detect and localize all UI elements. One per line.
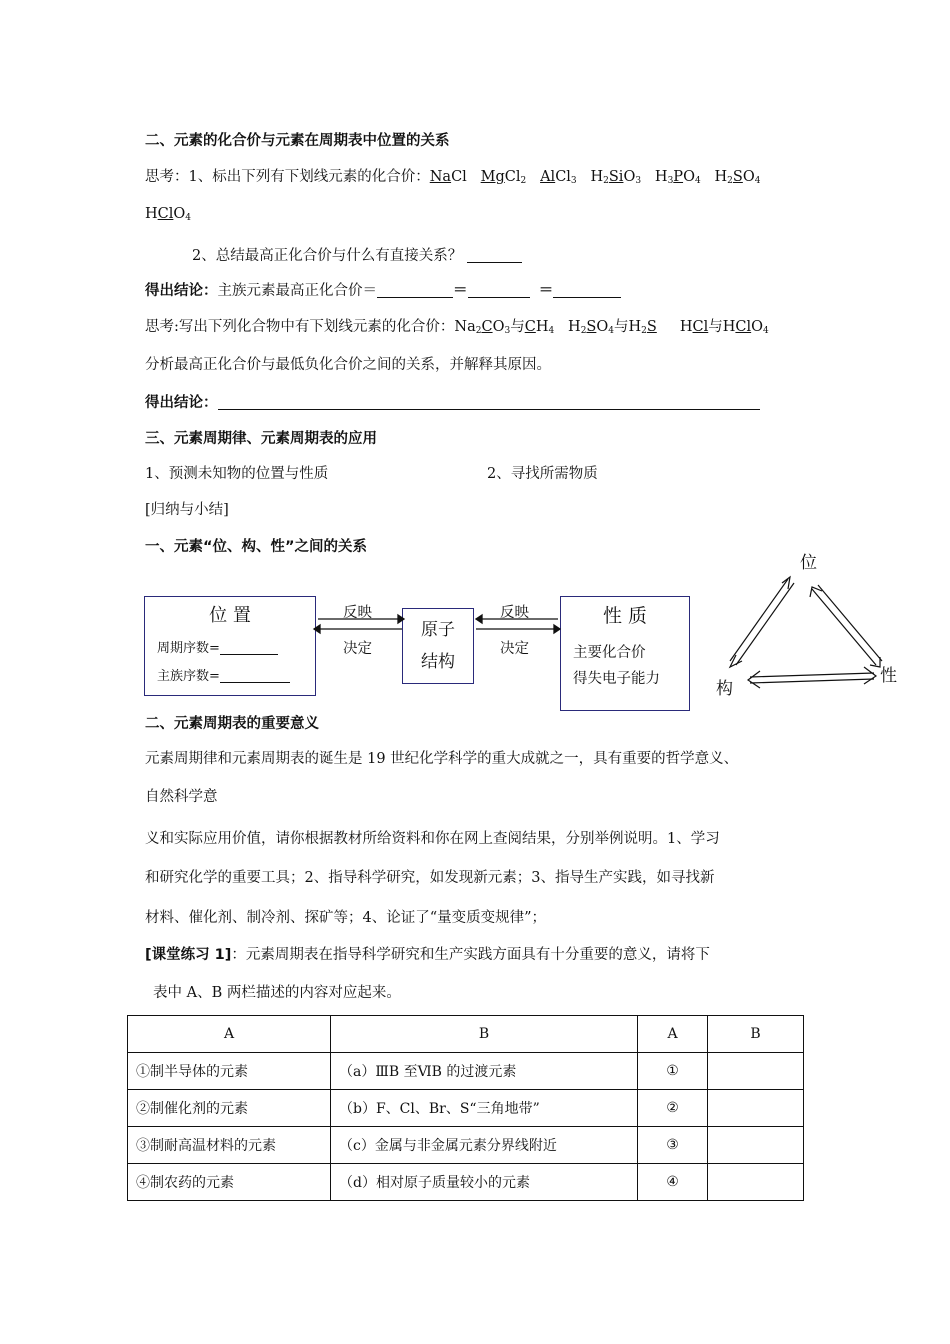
position-title: 位 置 (209, 605, 251, 626)
double-arrow-left-a (730, 579, 788, 661)
table-cell: ② (638, 1090, 708, 1127)
formula-h2so4-b: $H_2SO_4$ (568, 319, 614, 336)
table-header-a2: A (638, 1016, 708, 1053)
answer-cell[interactable] (708, 1164, 804, 1201)
table-cell: ① (638, 1053, 708, 1090)
table-cell: ④ (638, 1164, 708, 1201)
structure-line-1: 原子 (421, 620, 455, 640)
table-cell: （c）金属与非金属元素分界线附近 (331, 1127, 638, 1164)
think-question-1 (145, 165, 760, 186)
significance-line-1: 元素周期律和元素周期表的诞生是 19 世纪化学科学的重大成就之一，具有重要的哲学意义、 (145, 751, 739, 767)
practice-1-cont: 表中 A、B 两栏描述的内容对应起来。 (153, 985, 401, 1001)
think-question-2: 2、总结最高正化合价与什么有直接关系？ (192, 244, 522, 265)
conclusion-2: 得出结论： (145, 391, 760, 412)
arrowhead (398, 615, 404, 623)
table-row (128, 1127, 804, 1164)
decide-label-left: 决定 (343, 641, 372, 657)
answer-blank[interactable] (220, 670, 290, 683)
triangle-label-structure: 构 (716, 679, 733, 699)
section-title-significance: 二、元素周期表的重要意义 (145, 716, 319, 732)
table-cell: （b）F、Cl、Br、S“三角地带” (331, 1090, 638, 1127)
formula-h2s: $H_2S$ (628, 319, 657, 336)
answer-blank[interactable] (468, 283, 530, 298)
significance-line-2: 自然科学意 (145, 789, 218, 805)
table-header-a: A (128, 1016, 331, 1053)
arrowhead (730, 655, 742, 667)
table-cell: ①制半导体的元素 (128, 1053, 331, 1090)
position-box (144, 596, 316, 696)
matching-table (127, 1015, 804, 1201)
table-cell: ③ (638, 1127, 708, 1164)
table-header-b: B (331, 1016, 638, 1053)
double-arrow-right-b (818, 585, 882, 661)
table-cell: （a）ⅢB 至ⅥB 的过渡元素 (331, 1053, 638, 1090)
answer-cell[interactable] (708, 1127, 804, 1164)
table-header-b2: B (708, 1016, 804, 1053)
formula-nacl: NaCl (429, 169, 467, 185)
double-arrow-bottom-b (750, 679, 874, 683)
reflect-label-right: 反映 (500, 605, 529, 621)
answer-blank[interactable] (377, 283, 453, 298)
formula-mgcl2: MgCl$_2$ (480, 169, 527, 186)
property-box (560, 596, 690, 711)
formula-hcl: HCl (679, 319, 709, 335)
arrowhead (554, 625, 560, 633)
triangle-label-position: 位 (800, 553, 817, 573)
significance-line-3: 义和实际应用价值，请你根据教材所给资料和你在网上查阅结果，分别举例说明。1、学习 (145, 831, 720, 847)
formula-alcl3: AlCl$_3$ (540, 169, 577, 186)
think-question-3: 思考:写出下列化合物中有下划线元素的化合价：$Na_2CO_3$与$CH_4$ $H_2SO_4$与$H_2S$ HCl与HClO$_4$ (145, 319, 769, 336)
significance-line-4: 和研究化学的重要工具；2、指导科学研究，如发现新元素；3、指导生产实践，如寻找新 (145, 870, 715, 886)
conclusion-1: 得出结论：主族元素最高正化合价＝ ＝ ＝ (145, 279, 621, 300)
table-cell: （d）相对原子质量较小的元素 (331, 1164, 638, 1201)
answer-blank[interactable] (218, 395, 760, 410)
table-cell: ②制催化剂的元素 (128, 1090, 331, 1127)
table-row (128, 1164, 804, 1201)
practice-1: [课堂练习 1]：元素周期表在指导科学研究和生产实践方面具有十分重要的意义，请将下 (145, 947, 710, 963)
connector-arrows (300, 610, 575, 640)
arrowhead (314, 625, 320, 633)
double-arrow-left-b (736, 583, 794, 665)
formula-h2sio3: $H_2SiO_3$ (590, 169, 642, 186)
property-title: 性 质 (602, 605, 648, 627)
formula-hclo4-b: HClO$_4$ (722, 319, 769, 336)
double-arrow-right-a (812, 589, 876, 665)
answer-cell[interactable] (708, 1053, 804, 1090)
triangle-label-property: 性 (880, 666, 897, 686)
period-number-row: 周期序数= (157, 637, 278, 656)
triangle-arrows (710, 565, 900, 695)
formula-na2co3: $Na_2CO_3$ (454, 319, 511, 336)
section-title-application: 三、元素周期律、元素周期表的应用 (145, 431, 377, 447)
formula-h2so4: $H_2SO_4$ (714, 169, 761, 186)
table-row (128, 1090, 804, 1127)
table-cell: ④制农药的元素 (128, 1164, 331, 1201)
significance-line-5: 材料、催化剂、制冷剂、探矿等；4、论证了“量变质变规律”； (145, 910, 547, 926)
table-cell: ③制耐高温材料的元素 (128, 1127, 331, 1164)
formula-h3po4: $H_3PO_4$ (654, 169, 701, 186)
summary-heading: [归纳与小结] (145, 502, 229, 518)
structure-line-2: 结构 (421, 652, 455, 672)
table-header-row (128, 1016, 804, 1053)
answer-blank[interactable] (467, 248, 522, 263)
analyze-text: 分析最高正化合价与最低负化合价之间的关系，并解释其原因。 (145, 357, 551, 373)
relation-title: 一、元素“位、构、性”之间的关系 (145, 539, 368, 555)
answer-blank[interactable] (553, 283, 621, 298)
arrowhead (748, 671, 760, 688)
property-line-1: 主要化合价 (573, 645, 646, 661)
decide-label-right: 决定 (500, 641, 529, 657)
reflect-label-left: 反映 (343, 605, 372, 621)
arrowhead (864, 667, 876, 684)
arrowhead (870, 657, 880, 667)
answer-cell[interactable] (708, 1090, 804, 1127)
section-title-valence: 二、元素的化合价与元素在周期表中位置的关系 (145, 133, 450, 149)
group-number-row: 主族序数= (157, 665, 290, 684)
application-item-2: 2、寻找所需物质 (487, 466, 598, 482)
table-row (128, 1053, 804, 1090)
property-line-2: 得失电子能力 (573, 671, 660, 687)
formula-ch4: $CH_4$ (524, 319, 555, 336)
arrowhead (476, 615, 482, 623)
double-arrow-bottom-a (750, 673, 874, 677)
application-item-1: 1、预测未知物的位置与性质 (145, 466, 329, 482)
formula-hclo4: HClO$_4$ (145, 206, 192, 223)
arrowhead (782, 577, 790, 589)
think-prefix: 思考：1、标出下列有下划线元素的化合价： (145, 169, 430, 185)
answer-blank[interactable] (220, 642, 278, 655)
